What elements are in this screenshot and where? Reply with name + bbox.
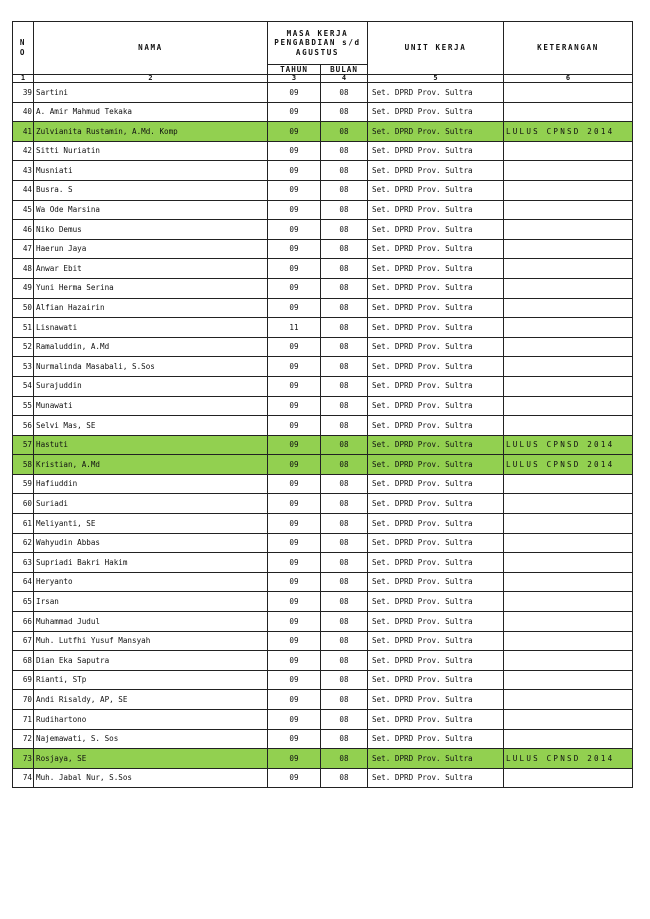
unit-kerja: Set. DPRD Prov. Sultra [368, 122, 504, 142]
masa-kerja-bulan: 08 [321, 612, 368, 632]
unit-kerja: Set. DPRD Prov. Sultra [368, 141, 504, 161]
table-row [13, 553, 633, 573]
keterangan [504, 553, 633, 573]
table-row [13, 220, 633, 240]
masa-kerja-tahun: 09 [268, 612, 321, 632]
masa-kerja-tahun: 09 [268, 690, 321, 710]
masa-kerja-tahun: 09 [268, 122, 321, 142]
employee-name: Wa Ode Marsina [34, 200, 268, 220]
keterangan: LULUS CPNSD 2014 [504, 455, 633, 475]
unit-kerja: Set. DPRD Prov. Sultra [368, 710, 504, 730]
row-number: 74 [13, 768, 34, 788]
keterangan [504, 357, 633, 377]
masa-kerja-bulan: 08 [321, 122, 368, 142]
row-number: 41 [13, 122, 34, 142]
masa-kerja-bulan: 08 [321, 651, 368, 671]
masa-kerja-bulan: 08 [321, 239, 368, 259]
row-number: 70 [13, 690, 34, 710]
masa-kerja-bulan: 08 [321, 83, 368, 103]
keterangan [504, 318, 633, 338]
keterangan [504, 494, 633, 514]
employee-name: Nurmalinda Masabali, S.Sos [34, 357, 268, 377]
masa-kerja-bulan: 08 [321, 376, 368, 396]
masa-kerja-tahun: 09 [268, 455, 321, 475]
row-number: 55 [13, 396, 34, 416]
table-row [13, 455, 633, 475]
keterangan [504, 141, 633, 161]
header-row [13, 22, 633, 65]
masa-kerja-tahun: 09 [268, 514, 321, 534]
masa-kerja-bulan: 08 [321, 690, 368, 710]
column-number: 2 [34, 75, 268, 83]
unit-kerja: Set. DPRD Prov. Sultra [368, 533, 504, 553]
unit-kerja: Set. DPRD Prov. Sultra [368, 180, 504, 200]
masa-kerja-bulan: 08 [321, 455, 368, 475]
keterangan [504, 337, 633, 357]
row-number: 47 [13, 239, 34, 259]
employee-name: Irsan [34, 592, 268, 612]
keterangan [504, 200, 633, 220]
masa-kerja-tahun: 09 [268, 180, 321, 200]
unit-kerja: Set. DPRD Prov. Sultra [368, 494, 504, 514]
employee-name: Selvi Mas, SE [34, 416, 268, 436]
table-row [13, 122, 633, 142]
column-number: 4 [321, 75, 368, 83]
row-number: 56 [13, 416, 34, 436]
table-row [13, 533, 633, 553]
masa-kerja-tahun: 09 [268, 631, 321, 651]
unit-kerja: Set. DPRD Prov. Sultra [368, 670, 504, 690]
header-unit-kerja: UNIT KERJA [368, 22, 504, 75]
employee-name: Dian Eka Saputra [34, 651, 268, 671]
row-number: 64 [13, 572, 34, 592]
employee-name: Haerun Jaya [34, 239, 268, 259]
row-number: 71 [13, 710, 34, 730]
employee-name: Andi Risaldy, AP, SE [34, 690, 268, 710]
unit-kerja: Set. DPRD Prov. Sultra [368, 749, 504, 769]
table-row [13, 298, 633, 318]
row-number: 68 [13, 651, 34, 671]
employee-name: Sitti Nuriatin [34, 141, 268, 161]
masa-kerja-bulan: 08 [321, 141, 368, 161]
row-number: 50 [13, 298, 34, 318]
masa-kerja-tahun: 09 [268, 416, 321, 436]
header-keterangan: KETERANGAN [504, 22, 633, 75]
table-row [13, 416, 633, 436]
row-number: 40 [13, 102, 34, 122]
keterangan [504, 259, 633, 279]
employee-name: Rosjaya, SE [34, 749, 268, 769]
masa-kerja-bulan: 08 [321, 631, 368, 651]
masa-kerja-bulan: 08 [321, 259, 368, 279]
employee-name: Heryanto [34, 572, 268, 592]
employee-name: Hastuti [34, 435, 268, 455]
row-number: 42 [13, 141, 34, 161]
table-row [13, 239, 633, 259]
masa-kerja-bulan: 08 [321, 494, 368, 514]
employee-name: Surajuddin [34, 376, 268, 396]
keterangan [504, 83, 633, 103]
unit-kerja: Set. DPRD Prov. Sultra [368, 455, 504, 475]
masa-kerja-tahun: 09 [268, 220, 321, 240]
masa-kerja-tahun: 09 [268, 337, 321, 357]
masa-kerja-tahun: 09 [268, 729, 321, 749]
keterangan [504, 690, 633, 710]
row-number: 63 [13, 553, 34, 573]
employee-name: Ramaluddin, A.Md [34, 337, 268, 357]
masa-kerja-tahun: 09 [268, 357, 321, 377]
row-number: 54 [13, 376, 34, 396]
masa-kerja-tahun: 09 [268, 376, 321, 396]
table-row [13, 259, 633, 279]
unit-kerja: Set. DPRD Prov. Sultra [368, 298, 504, 318]
employee-name: Supriadi Bakri Hakim [34, 553, 268, 573]
row-number: 39 [13, 83, 34, 103]
unit-kerja: Set. DPRD Prov. Sultra [368, 631, 504, 651]
table-row [13, 768, 633, 788]
masa-kerja-tahun: 09 [268, 710, 321, 730]
table-row [13, 612, 633, 632]
table-row [13, 180, 633, 200]
masa-kerja-tahun: 09 [268, 435, 321, 455]
keterangan [504, 768, 633, 788]
masa-kerja-tahun: 11 [268, 318, 321, 338]
unit-kerja: Set. DPRD Prov. Sultra [368, 337, 504, 357]
row-number: 57 [13, 435, 34, 455]
masa-kerja-tahun: 09 [268, 670, 321, 690]
masa-kerja-bulan: 08 [321, 710, 368, 730]
keterangan [504, 180, 633, 200]
row-number: 69 [13, 670, 34, 690]
keterangan [504, 396, 633, 416]
keterangan [504, 102, 633, 122]
keterangan [504, 592, 633, 612]
keterangan [504, 631, 633, 651]
table-row [13, 337, 633, 357]
row-number: 44 [13, 180, 34, 200]
keterangan [504, 612, 633, 632]
unit-kerja: Set. DPRD Prov. Sultra [368, 514, 504, 534]
employee-name: Busra. S [34, 180, 268, 200]
table-row [13, 200, 633, 220]
row-number: 43 [13, 161, 34, 181]
header-no: N O [13, 22, 34, 75]
row-number: 51 [13, 318, 34, 338]
masa-kerja-bulan: 08 [321, 416, 368, 436]
masa-kerja-bulan: 08 [321, 298, 368, 318]
table-row [13, 651, 633, 671]
keterangan [504, 239, 633, 259]
unit-kerja: Set. DPRD Prov. Sultra [368, 572, 504, 592]
row-number: 49 [13, 278, 34, 298]
unit-kerja: Set. DPRD Prov. Sultra [368, 200, 504, 220]
masa-kerja-bulan: 08 [321, 729, 368, 749]
masa-kerja-tahun: 09 [268, 592, 321, 612]
masa-kerja-tahun: 09 [268, 572, 321, 592]
row-number: 46 [13, 220, 34, 240]
employee-name: Zulvianita Rustamin, A.Md. Komp [34, 122, 268, 142]
table-row [13, 161, 633, 181]
table-row [13, 83, 633, 103]
row-number: 52 [13, 337, 34, 357]
masa-kerja-bulan: 08 [321, 357, 368, 377]
masa-kerja-bulan: 08 [321, 553, 368, 573]
unit-kerja: Set. DPRD Prov. Sultra [368, 318, 504, 338]
unit-kerja: Set. DPRD Prov. Sultra [368, 278, 504, 298]
column-number: 1 [13, 75, 34, 83]
masa-kerja-tahun: 09 [268, 749, 321, 769]
unit-kerja: Set. DPRD Prov. Sultra [368, 161, 504, 181]
row-number: 62 [13, 533, 34, 553]
keterangan: LULUS CPNSD 2014 [504, 122, 633, 142]
row-number: 66 [13, 612, 34, 632]
keterangan [504, 416, 633, 436]
table-row [13, 572, 633, 592]
keterangan [504, 572, 633, 592]
masa-kerja-tahun: 09 [268, 494, 321, 514]
employee-name: Kristian, A.Md [34, 455, 268, 475]
masa-kerja-tahun: 09 [268, 161, 321, 181]
employee-name: Meliyanti, SE [34, 514, 268, 534]
table-row [13, 749, 633, 769]
masa-kerja-bulan: 08 [321, 572, 368, 592]
row-number: 58 [13, 455, 34, 475]
masa-kerja-bulan: 08 [321, 592, 368, 612]
row-number: 61 [13, 514, 34, 534]
keterangan [504, 474, 633, 494]
column-number-row [13, 75, 633, 83]
unit-kerja: Set. DPRD Prov. Sultra [368, 239, 504, 259]
table-row [13, 102, 633, 122]
keterangan [504, 710, 633, 730]
masa-kerja-bulan: 08 [321, 514, 368, 534]
row-number: 45 [13, 200, 34, 220]
unit-kerja: Set. DPRD Prov. Sultra [368, 259, 504, 279]
header-masa-kerja: MASA KERJA PENGABDIAN s/d AGUSTUS [268, 22, 368, 65]
unit-kerja: Set. DPRD Prov. Sultra [368, 83, 504, 103]
table-row [13, 435, 633, 455]
masa-kerja-tahun: 09 [268, 259, 321, 279]
masa-kerja-bulan: 08 [321, 670, 368, 690]
masa-kerja-bulan: 08 [321, 200, 368, 220]
table-row [13, 357, 633, 377]
unit-kerja: Set. DPRD Prov. Sultra [368, 102, 504, 122]
column-number: 5 [368, 75, 504, 83]
employee-table [12, 21, 633, 788]
keterangan: LULUS CPNSD 2014 [504, 749, 633, 769]
employee-name: Alfian Hazairin [34, 298, 268, 318]
header-tahun: TAHUN [268, 65, 321, 75]
keterangan [504, 220, 633, 240]
unit-kerja: Set. DPRD Prov. Sultra [368, 651, 504, 671]
masa-kerja-tahun: 09 [268, 533, 321, 553]
masa-kerja-bulan: 08 [321, 220, 368, 240]
masa-kerja-tahun: 09 [268, 651, 321, 671]
employee-name: Rudihartono [34, 710, 268, 730]
masa-kerja-bulan: 08 [321, 396, 368, 416]
masa-kerja-tahun: 09 [268, 278, 321, 298]
masa-kerja-bulan: 08 [321, 102, 368, 122]
masa-kerja-tahun: 09 [268, 239, 321, 259]
table-row [13, 278, 633, 298]
employee-name: Yuni Herma Serina [34, 278, 268, 298]
masa-kerja-bulan: 08 [321, 337, 368, 357]
keterangan [504, 670, 633, 690]
unit-kerja: Set. DPRD Prov. Sultra [368, 416, 504, 436]
employee-name: Muh. Lutfhi Yusuf Mansyah [34, 631, 268, 651]
table-row [13, 514, 633, 534]
masa-kerja-tahun: 09 [268, 83, 321, 103]
masa-kerja-tahun: 09 [268, 396, 321, 416]
employee-name: Lisnawati [34, 318, 268, 338]
unit-kerja: Set. DPRD Prov. Sultra [368, 690, 504, 710]
row-number: 65 [13, 592, 34, 612]
table-row [13, 376, 633, 396]
employee-name: Niko Demus [34, 220, 268, 240]
keterangan [504, 514, 633, 534]
employee-name: Rianti, STp [34, 670, 268, 690]
header-nama: NAMA [34, 22, 268, 75]
employee-name: Muhammad Judul [34, 612, 268, 632]
masa-kerja-tahun: 09 [268, 141, 321, 161]
employee-name: Hafiuddin [34, 474, 268, 494]
row-number: 53 [13, 357, 34, 377]
keterangan [504, 729, 633, 749]
unit-kerja: Set. DPRD Prov. Sultra [368, 435, 504, 455]
unit-kerja: Set. DPRD Prov. Sultra [368, 357, 504, 377]
unit-kerja: Set. DPRD Prov. Sultra [368, 396, 504, 416]
employee-name: Munawati [34, 396, 268, 416]
unit-kerja: Set. DPRD Prov. Sultra [368, 592, 504, 612]
table-row [13, 670, 633, 690]
table-row [13, 396, 633, 416]
unit-kerja: Set. DPRD Prov. Sultra [368, 220, 504, 240]
keterangan [504, 651, 633, 671]
keterangan [504, 161, 633, 181]
masa-kerja-tahun: 09 [268, 474, 321, 494]
employee-name: Musniati [34, 161, 268, 181]
column-number: 3 [268, 75, 321, 83]
unit-kerja: Set. DPRD Prov. Sultra [368, 768, 504, 788]
employee-name: A. Amir Mahmud Tekaka [34, 102, 268, 122]
row-number: 67 [13, 631, 34, 651]
masa-kerja-tahun: 09 [268, 200, 321, 220]
table-row [13, 710, 633, 730]
unit-kerja: Set. DPRD Prov. Sultra [368, 376, 504, 396]
table-row [13, 474, 633, 494]
masa-kerja-bulan: 08 [321, 768, 368, 788]
table-row [13, 494, 633, 514]
masa-kerja-bulan: 08 [321, 749, 368, 769]
masa-kerja-bulan: 08 [321, 533, 368, 553]
keterangan [504, 278, 633, 298]
table-row [13, 690, 633, 710]
keterangan [504, 298, 633, 318]
row-number: 60 [13, 494, 34, 514]
masa-kerja-bulan: 08 [321, 180, 368, 200]
unit-kerja: Set. DPRD Prov. Sultra [368, 474, 504, 494]
employee-name: Muh. Jabal Nur, S.Sos [34, 768, 268, 788]
row-number: 59 [13, 474, 34, 494]
masa-kerja-bulan: 08 [321, 278, 368, 298]
employee-name: Wahyudin Abbas [34, 533, 268, 553]
employee-name: Suriadi [34, 494, 268, 514]
masa-kerja-tahun: 09 [268, 298, 321, 318]
masa-kerja-bulan: 08 [321, 318, 368, 338]
employee-name: Sartini [34, 83, 268, 103]
masa-kerja-tahun: 09 [268, 553, 321, 573]
header-bulan: BULAN [321, 65, 368, 75]
table-row [13, 141, 633, 161]
keterangan: LULUS CPNSD 2014 [504, 435, 633, 455]
employee-name: Anwar Ebit [34, 259, 268, 279]
keterangan [504, 376, 633, 396]
unit-kerja: Set. DPRD Prov. Sultra [368, 729, 504, 749]
keterangan [504, 533, 633, 553]
row-number: 73 [13, 749, 34, 769]
table-row [13, 592, 633, 612]
table-body [13, 83, 633, 788]
masa-kerja-bulan: 08 [321, 474, 368, 494]
table-row [13, 631, 633, 651]
row-number: 48 [13, 259, 34, 279]
column-number: 6 [504, 75, 633, 83]
masa-kerja-tahun: 09 [268, 102, 321, 122]
row-number: 72 [13, 729, 34, 749]
masa-kerja-bulan: 08 [321, 435, 368, 455]
unit-kerja: Set. DPRD Prov. Sultra [368, 553, 504, 573]
unit-kerja: Set. DPRD Prov. Sultra [368, 612, 504, 632]
masa-kerja-tahun: 09 [268, 768, 321, 788]
masa-kerja-bulan: 08 [321, 161, 368, 181]
employee-name: Najemawati, S. Sos [34, 729, 268, 749]
table-row [13, 318, 633, 338]
table-row [13, 729, 633, 749]
